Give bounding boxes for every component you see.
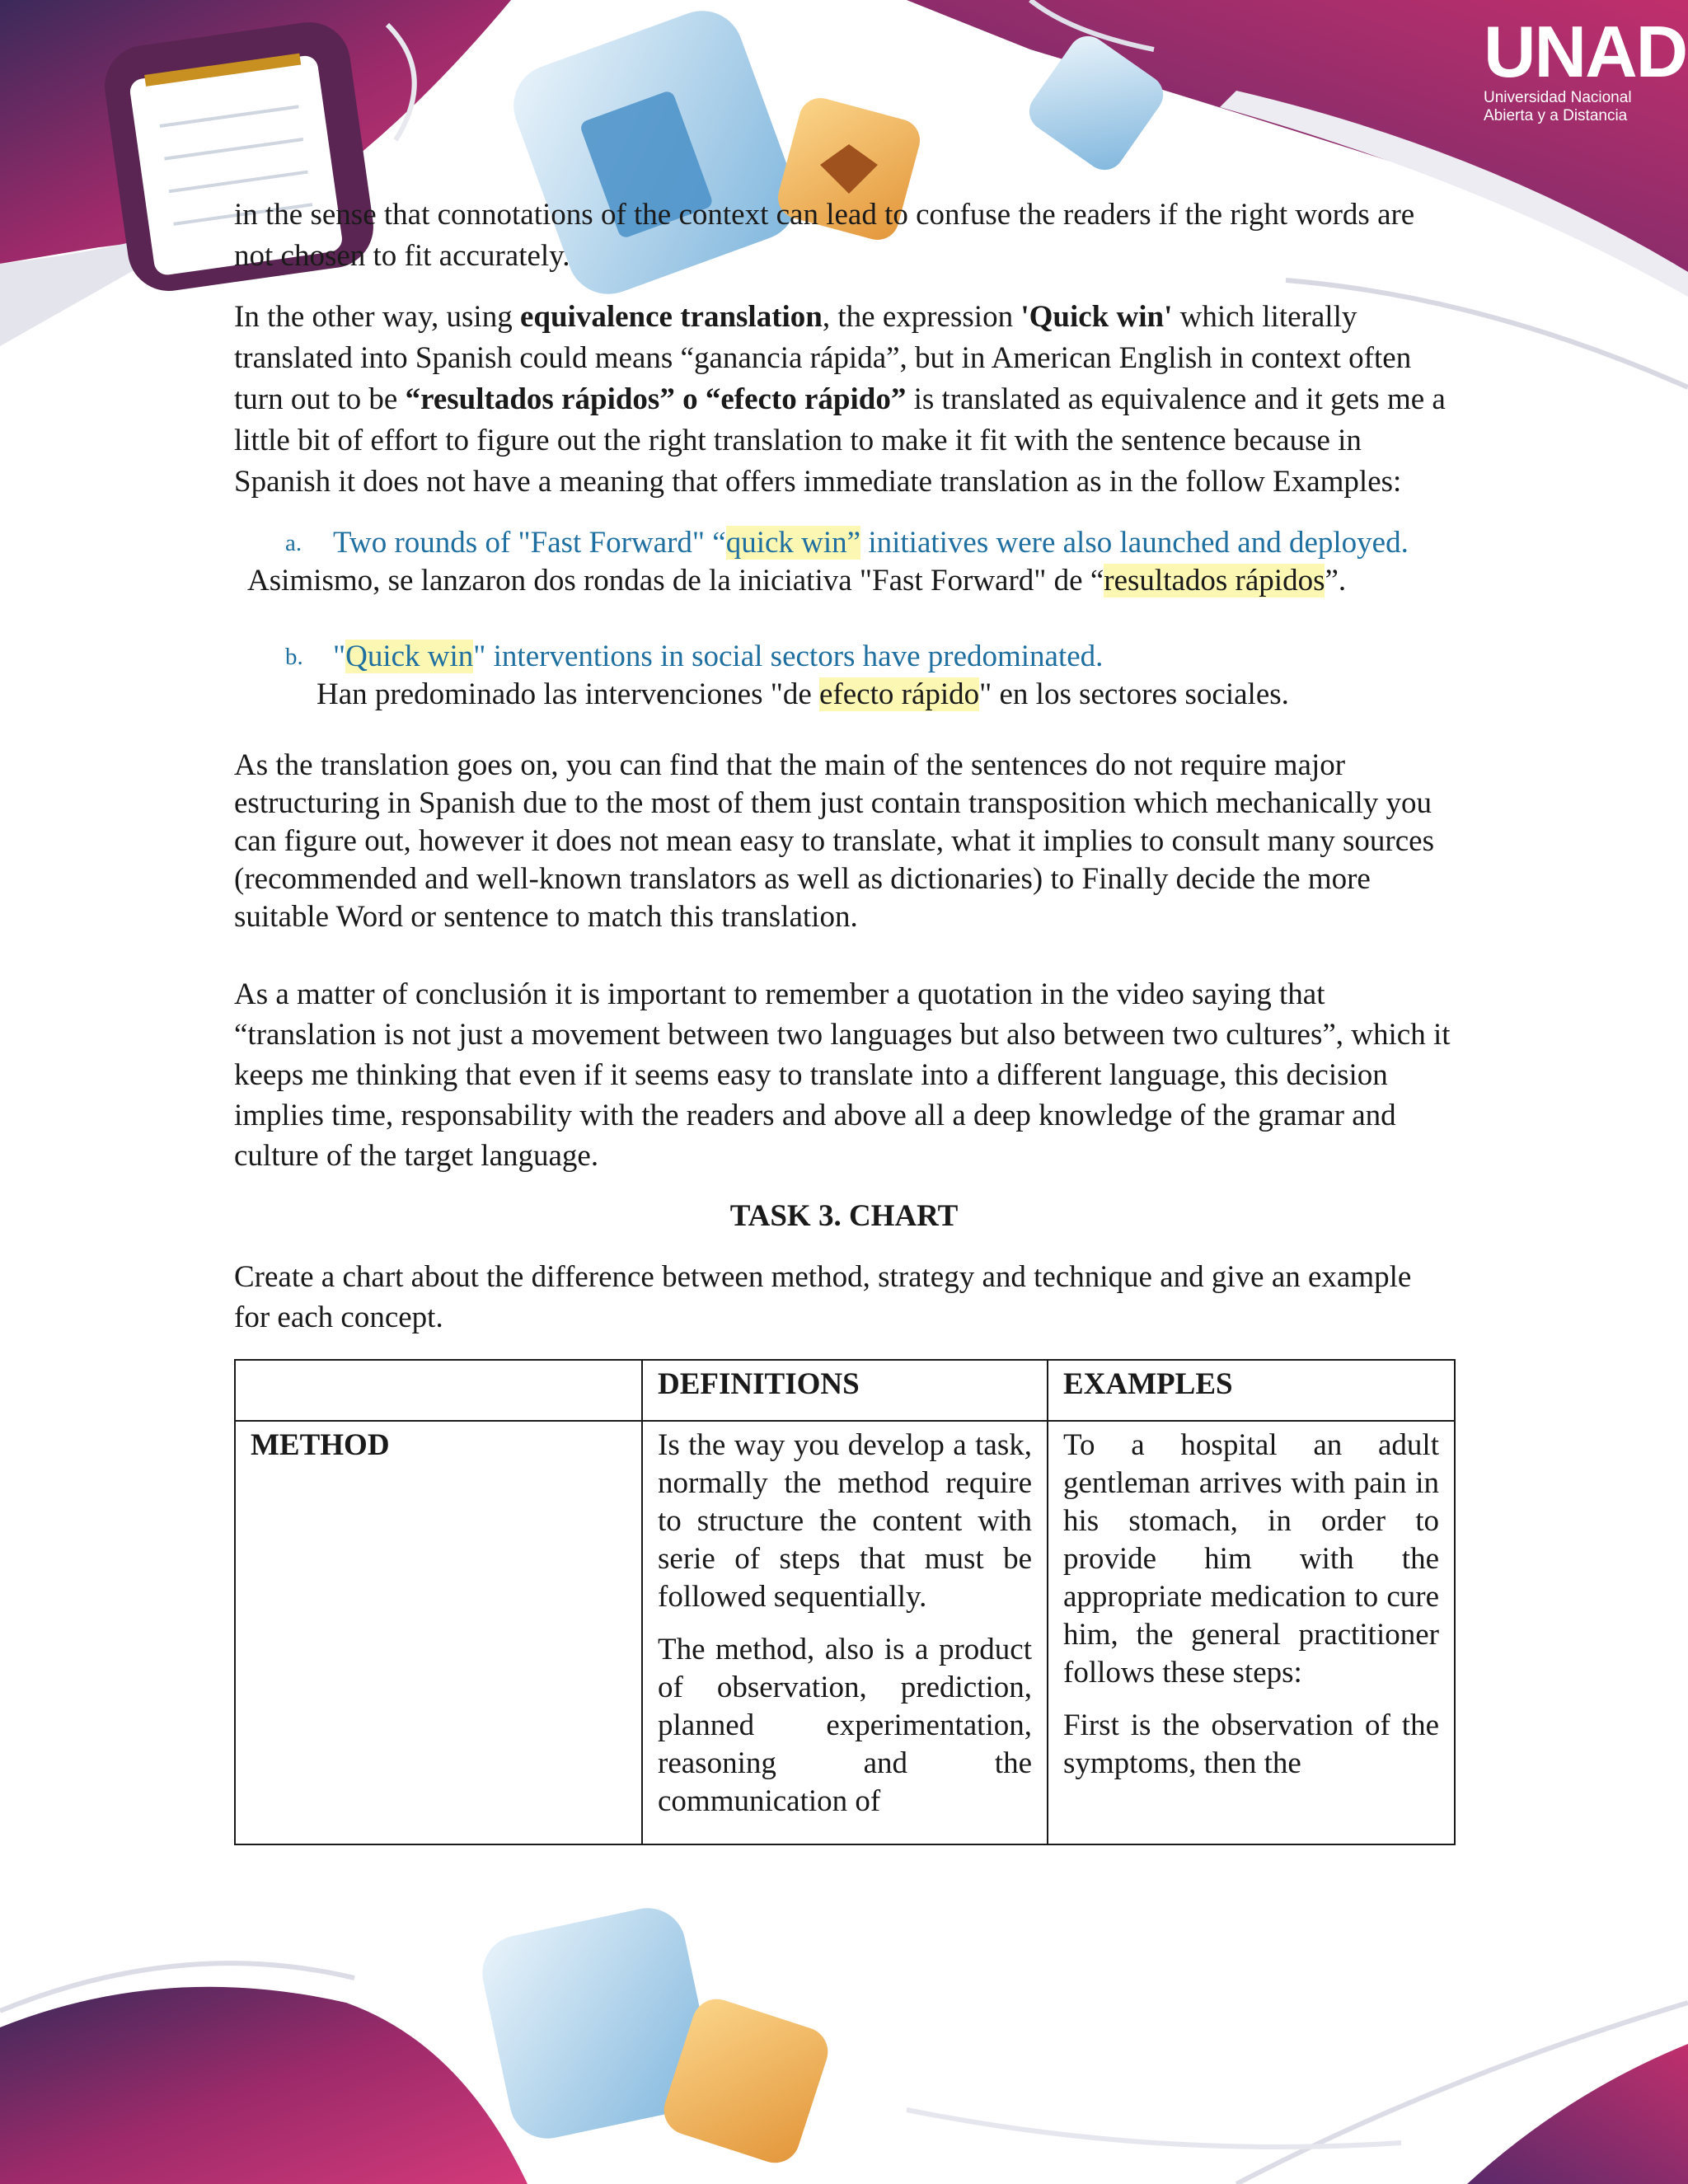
table-header-definitions: DEFINITIONS [642, 1360, 1048, 1421]
text-run: is translated as equivalence and it gets me a little bit of effort to figure out the right translation to make it fit with the sentence because in Spanish it does not have a meaning that offers immediate translation as in the follow Examples: [234, 382, 1446, 499]
text-run: which literally translated into Spanish could means “ganancia rápida”, but in American English in context often turn out to be [234, 300, 1412, 416]
paragraph-intro: in the sense that connotations of the context can lead to confuse the readers if the right words are not chosen to fit accurately. [234, 198, 1415, 273]
highlight: efecto rápido [819, 677, 980, 711]
table-header-row [235, 1360, 1455, 1421]
document-body [234, 194, 1454, 1845]
paragraph-equivalence [234, 297, 1454, 503]
text-run: Asimismo, se lanzaron dos rondas de la iniciativa "Fast Forward" de “ [247, 564, 1104, 598]
example-paragraph: To a hospital an adult gentleman arrives with pain in his stomach, in order to provide him with the appropriate medication to cure him, the general practitioner follows these steps: [1063, 1428, 1439, 1690]
text-run: , the expression [822, 300, 1021, 334]
bold-term: 'Quick win' [1020, 300, 1173, 334]
text-run: initiatives were also launched and deployed. [860, 526, 1409, 560]
method-definition-cell [642, 1421, 1048, 1844]
bold-term: equivalence translation [519, 300, 823, 334]
example-spanish [234, 562, 1454, 600]
text-run: Two rounds of "Fast Forward" “ [333, 526, 726, 560]
paragraph-translation-process: As the translation goes on, you can find that the main of the sentences do not require major estructuring in Spanish due to the most of them just contain transposition which mechanically you can figure out, however it does not mean easy to translate, what it implies to consult many sources (recommended and well-known translators as well as dictionaries) to Finally decide the more suitable Word or sentence to match this translation. [234, 748, 1434, 934]
logo-subtitle-1: Universidad Nacional [1484, 89, 1632, 106]
text-run: ”. [1325, 564, 1347, 598]
example-paragraph: First is the observation of the symptoms, then the [1063, 1708, 1439, 1780]
task-title: TASK 3. CHART [729, 1199, 959, 1233]
highlight: quick win” [725, 526, 861, 560]
example-b [234, 638, 1454, 714]
logo-mark: UNAD [1484, 11, 1687, 92]
example-letter: b. [285, 644, 303, 670]
example-english [234, 638, 1454, 676]
row-label-method: METHOD [235, 1421, 642, 1844]
table-row [235, 1421, 1455, 1844]
text-run: In the other way, using [234, 300, 520, 334]
method-example-cell [1048, 1421, 1455, 1844]
text-run: Han predominado las intervenciones "de [316, 677, 819, 711]
highlight: resultados rápidos [1104, 564, 1325, 598]
example-letter: a. [285, 530, 302, 556]
table-header-cell [235, 1360, 642, 1421]
text-run: " interventions in social sectors have predominated. [473, 640, 1104, 673]
example-a [234, 524, 1454, 600]
definition-paragraph: The method, also is a product of observation, prediction, planned experimentation, reasoning and the communication of [658, 1633, 1032, 1818]
table-header-examples: EXAMPLES [1048, 1360, 1455, 1421]
bold-term: “resultados rápidos” o “efecto rápido” [405, 382, 907, 416]
text-run: " [333, 640, 346, 673]
example-english [234, 524, 1454, 562]
highlight: Quick win [345, 640, 474, 673]
comparison-table [234, 1359, 1456, 1845]
example-spanish [234, 676, 1454, 714]
task-instructions: Create a chart about the difference between method, strategy and technique and give an example for each concept. [234, 1260, 1412, 1334]
logo-subtitle-2: Abierta y a Distancia [1484, 107, 1628, 124]
unad-logo [1484, 11, 1687, 125]
text-run: " en los sectores sociales. [979, 677, 1289, 711]
paragraph-conclusion: As a matter of conclusión it is important to remember a quotation in the video saying that “translation is not just a movement between two languages but also between two cultures”, which it keeps me thinking that even if it seems easy to translate into a different language, this decision implies time, responsability with the readers and above all a deep knowledge of the gramar and culture of the target language. [234, 977, 1451, 1173]
definition-paragraph: Is the way you develop a task, normally the method require to structure the content with serie of steps that must be followed sequentially. [658, 1428, 1032, 1614]
